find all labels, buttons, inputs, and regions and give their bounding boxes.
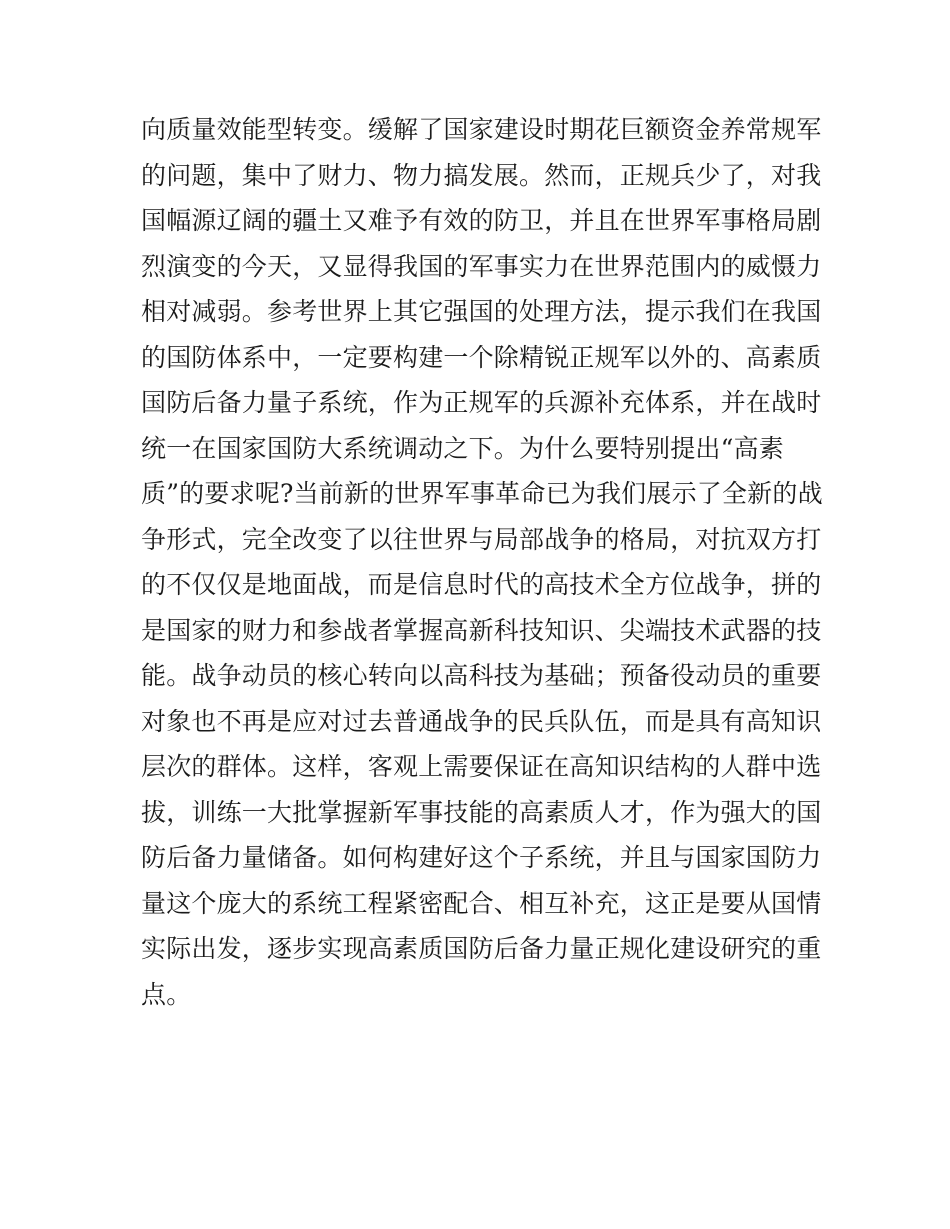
- text-line: 的问题，集中了财力、物力搞发展。然而，正规兵少了，对我: [141, 160, 822, 190]
- text-line: 烈演变的今天，又显得我国的军事实力在世界范围内的威慑力: [141, 251, 822, 281]
- text-line: 相对减弱。参考世界上其它强国的处理方法，提示我们在我国: [141, 297, 822, 326]
- text-line: 层次的群体。这样，客观上需要保证在高知识结构的人群中选: [141, 752, 822, 781]
- text-line: 是国家的财力和参战者掌握高新科技知识、尖端技术武器的技: [141, 615, 822, 645]
- body-paragraph: [141, 107, 821, 1017]
- text-line: 能。战争动员的核心转向以高科技为基础；预备役动员的重要: [141, 661, 822, 690]
- text-line: 的国防体系中，一定要构建一个除精锐正规军以外的、高素质: [141, 342, 822, 372]
- text-line: 对象也不再是应对过去普通战争的民兵队伍，而是具有高知识: [141, 706, 822, 736]
- text-line: 国防后备力量子系统，作为正规军的兵源补充体系，并在战时: [141, 388, 822, 417]
- text-line: 实际出发，逐步实现高素质国防后备力量正规化建设研究的重: [141, 934, 822, 963]
- text-line: 的不仅仅是地面战，而是信息时代的高技术全方位战争，拼的: [141, 570, 822, 599]
- text-line: 点。: [141, 979, 192, 1009]
- text-line: 防后备力量储备。如何构建好这个子系统，并且与国家国防力: [141, 843, 822, 872]
- text-line: 争形式，完全改变了以往世界与局部战争的格局，对抗双方打: [141, 524, 822, 554]
- text-line: 量这个庞大的系统工程紧密配合、相互补充，这正是要从国情: [141, 888, 822, 918]
- text-line: 向质量效能型转变。缓解了国家建设时期花巨额资金养常规军: [141, 115, 822, 144]
- text-line: 质”的要求呢?当前新的世界军事革命已为我们展示了全新的战: [141, 479, 823, 508]
- text-line: 统一在国家国防大系统调动之下。为什么要特别提出“高素: [141, 433, 784, 463]
- text-line: 国幅源辽阔的疆土又难予有效的防卫，并且在世界军事格局剧: [141, 206, 822, 235]
- text-line: 拔，训练一大批掌握新军事技能的高素质人才，作为强大的国: [141, 797, 822, 827]
